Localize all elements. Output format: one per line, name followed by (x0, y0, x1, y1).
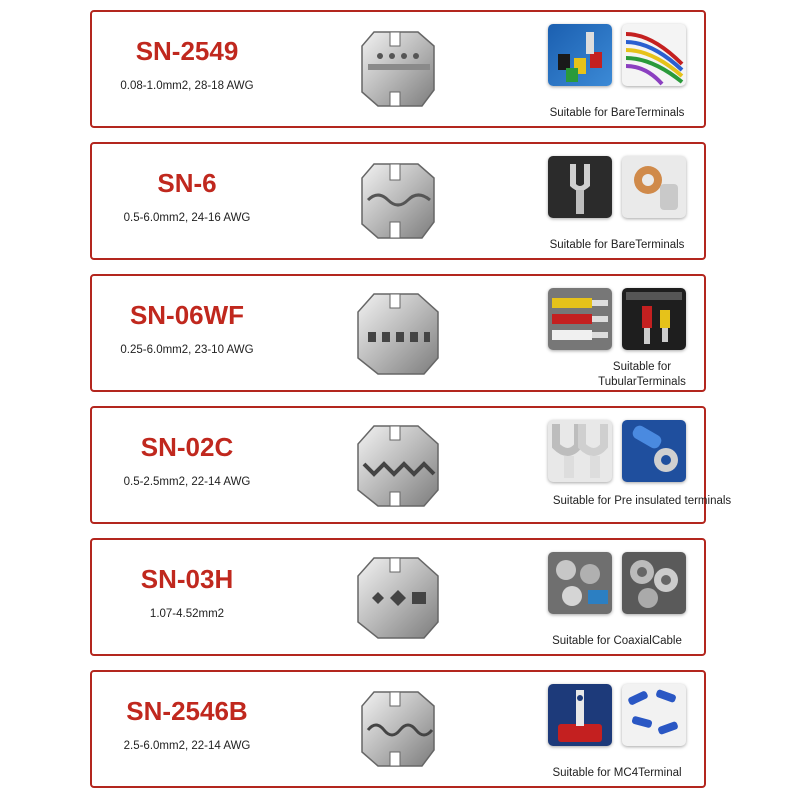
colored-wires-photo (622, 24, 686, 86)
blue-terminals-photo (622, 684, 686, 746)
product-card (90, 670, 706, 788)
model-name: SN-03H (140, 564, 234, 594)
crimp-die-image (354, 684, 446, 776)
fork-terminal-photo (548, 156, 612, 218)
ferrule-kit-photo (622, 288, 686, 350)
model-name: SN-2549 (135, 36, 239, 66)
wire-range: 0.5-2.5mm2, 22-14 AWG (123, 476, 251, 488)
wire-range: 0.5-6.0mm2, 24-16 AWG (123, 212, 251, 224)
mc4-terminal-photo (548, 684, 612, 746)
tubular-ferrules-photo (548, 288, 612, 350)
wire-range: 2.5-6.0mm2, 22-14 AWG (123, 740, 251, 752)
suitable-for-label: Suitable for BareTerminals (549, 107, 685, 119)
coax-parts-photo (622, 552, 686, 614)
crimp-die-image (354, 552, 446, 644)
crimp-die-image (354, 24, 446, 116)
suitable-for-label: Suitable for BareTerminals (549, 239, 685, 251)
product-card (90, 538, 706, 656)
crimp-die-image (354, 156, 446, 248)
model-name: SN-06WF (129, 300, 245, 330)
suitable-for-label: Suitable for Pre insulated terminals (552, 495, 732, 507)
ferrule-caps-photo (548, 24, 612, 86)
ring-terminal-photo (622, 420, 686, 482)
product-card (90, 10, 706, 128)
model-name: SN-2546B (126, 696, 248, 726)
product-card (90, 142, 706, 260)
coax-connectors-photo (548, 552, 612, 614)
crimp-die-image (354, 288, 446, 380)
copper-lug-photo (622, 156, 686, 218)
suitable-for-label: Suitable for TubularTerminals (598, 361, 686, 388)
wire-range: 1.07-4.52mm2 (149, 608, 225, 620)
crimp-die-image (354, 420, 446, 512)
insulated-fork-photo (548, 420, 612, 482)
suitable-for-label: Suitable for CoaxialCable (552, 635, 682, 647)
wire-range: 0.25-6.0mm2, 23-10 AWG (120, 344, 254, 356)
product-card (90, 274, 706, 392)
wire-range: 0.08-1.0mm2, 28-18 AWG (120, 80, 254, 92)
suitable-for-label: Suitable for MC4Terminal (552, 767, 682, 779)
model-name: SN-02C (140, 432, 234, 462)
product-card (90, 406, 732, 524)
model-name: SN-6 (157, 168, 217, 198)
